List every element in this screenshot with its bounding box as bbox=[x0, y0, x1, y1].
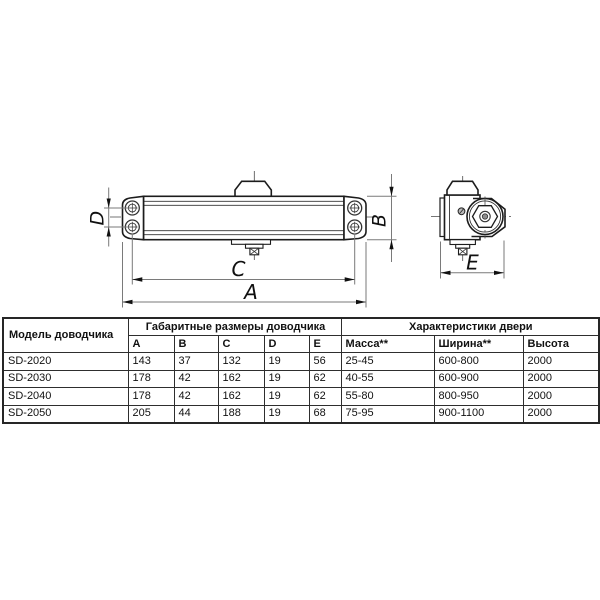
cell-b: 42 bbox=[174, 370, 218, 388]
dim-label-c: C bbox=[231, 257, 246, 281]
cell-model: SD-2030 bbox=[3, 370, 128, 388]
cell-c: 162 bbox=[218, 370, 264, 388]
cell-mass: 75-95 bbox=[341, 405, 434, 423]
cell-width: 900-1100 bbox=[434, 405, 523, 423]
adjustment-valve bbox=[232, 240, 271, 255]
col-header-mass: Масса** bbox=[341, 336, 434, 353]
top-cover bbox=[235, 181, 271, 196]
dim-label-e: E bbox=[466, 250, 479, 275]
cell-b: 37 bbox=[174, 353, 218, 371]
cell-mass: 55-80 bbox=[341, 388, 434, 406]
col-header-c: C bbox=[218, 336, 264, 353]
col-header-e: E bbox=[309, 336, 341, 353]
cell-height: 2000 bbox=[523, 405, 599, 423]
cell-c: 132 bbox=[218, 353, 264, 371]
cell-d: 19 bbox=[264, 370, 309, 388]
cell-e: 62 bbox=[309, 370, 341, 388]
cell-d: 19 bbox=[264, 353, 309, 371]
col-header-model: Модель доводчика bbox=[3, 318, 128, 353]
cell-a: 205 bbox=[128, 405, 174, 423]
cell-a: 178 bbox=[128, 388, 174, 406]
cell-e: 62 bbox=[309, 388, 341, 406]
col-header-d: D bbox=[264, 336, 309, 353]
dim-label-a: A bbox=[244, 280, 258, 304]
dimension-b bbox=[367, 174, 397, 262]
cell-d: 19 bbox=[264, 405, 309, 423]
cell-a: 143 bbox=[128, 353, 174, 371]
front-view bbox=[110, 171, 382, 262]
col-group-door: Характеристики двери bbox=[341, 318, 599, 336]
cell-c: 162 bbox=[218, 388, 264, 406]
spec-table bbox=[2, 317, 600, 424]
screw-hole-icon bbox=[348, 220, 362, 234]
screw-hole-icon bbox=[348, 201, 362, 215]
table-row bbox=[3, 405, 599, 423]
header-row-groups bbox=[3, 318, 599, 336]
dim-label-b: B bbox=[368, 213, 391, 228]
cell-b: 44 bbox=[174, 405, 218, 423]
cell-mass: 25-45 bbox=[341, 353, 434, 371]
col-header-a: A bbox=[128, 336, 174, 353]
top-cover-side bbox=[447, 181, 478, 195]
cell-b: 42 bbox=[174, 388, 218, 406]
dim-label-d: D bbox=[86, 210, 109, 226]
left-end-cap bbox=[123, 196, 144, 239]
cell-model: SD-2020 bbox=[3, 353, 128, 371]
cell-height: 2000 bbox=[523, 353, 599, 371]
table-row bbox=[3, 388, 599, 406]
cell-c: 188 bbox=[218, 405, 264, 423]
side-view bbox=[431, 176, 511, 261]
closer-body bbox=[144, 196, 345, 239]
table-body bbox=[3, 353, 599, 424]
cell-model: SD-2050 bbox=[3, 405, 128, 423]
cell-width: 600-800 bbox=[434, 353, 523, 371]
cell-model: SD-2040 bbox=[3, 388, 128, 406]
dimension-e bbox=[441, 241, 505, 279]
cell-e: 68 bbox=[309, 405, 341, 423]
cell-width: 600-900 bbox=[434, 370, 523, 388]
cell-a: 178 bbox=[128, 370, 174, 388]
pinion-shaft-center bbox=[482, 214, 487, 219]
col-header-b: B bbox=[174, 336, 218, 353]
valve-screw-icon bbox=[458, 208, 465, 215]
cell-d: 19 bbox=[264, 388, 309, 406]
cell-height: 2000 bbox=[523, 370, 599, 388]
col-header-height: Высота bbox=[523, 336, 599, 353]
cell-width: 800-950 bbox=[434, 388, 523, 406]
cell-height: 2000 bbox=[523, 388, 599, 406]
cell-e: 56 bbox=[309, 353, 341, 371]
cell-mass: 40-55 bbox=[341, 370, 434, 388]
col-header-width: Ширина** bbox=[434, 336, 523, 353]
col-group-dimensions: Габаритные размеры доводчика bbox=[128, 318, 341, 336]
table-row bbox=[3, 353, 599, 371]
table-row bbox=[3, 370, 599, 388]
